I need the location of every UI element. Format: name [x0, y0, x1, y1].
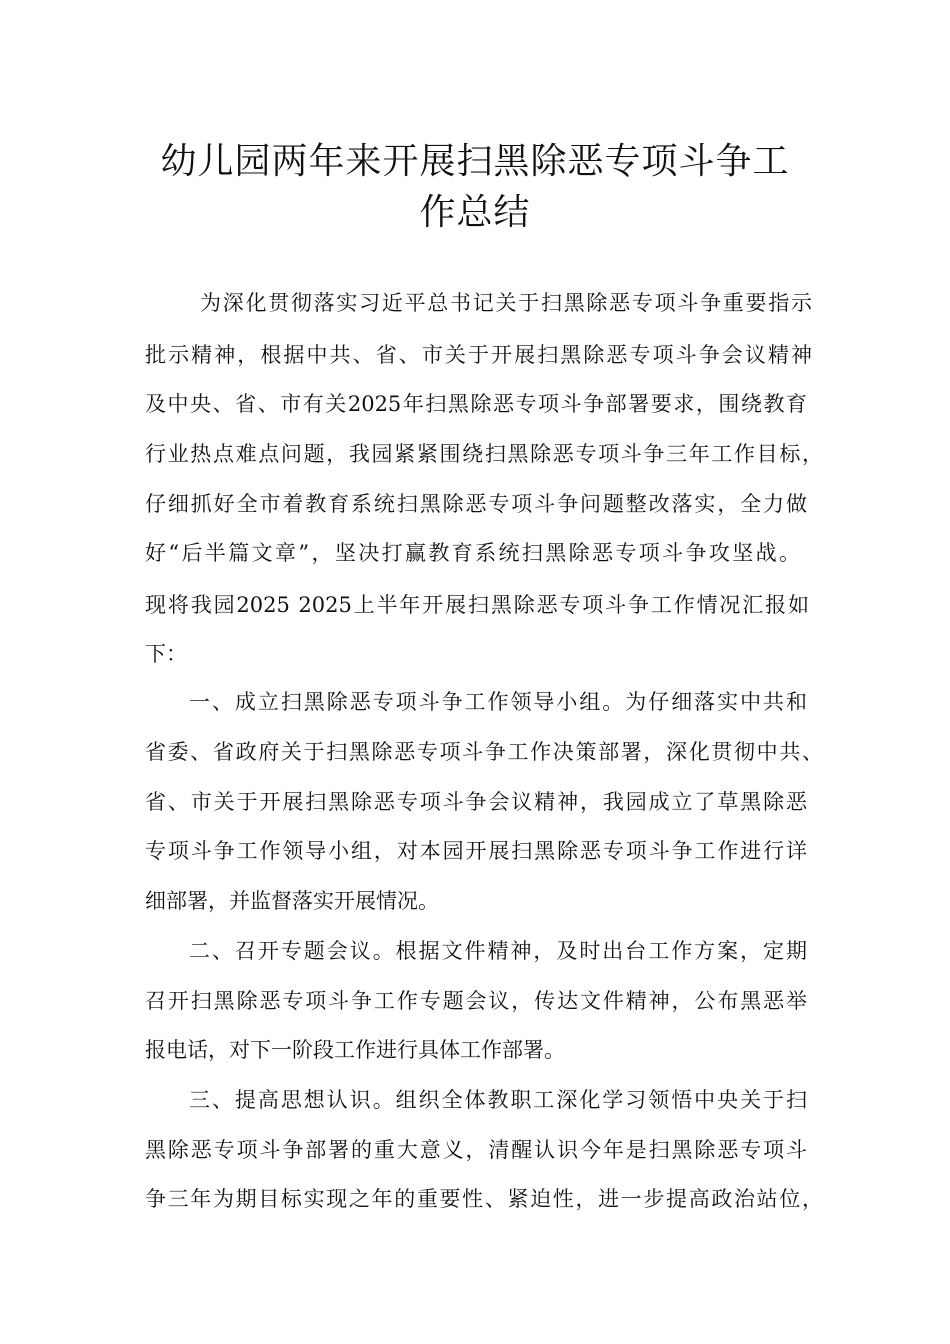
paragraph-line: 黑除恶专项斗争部署的重大意义，清醒认识今年是扫黑除恶专项斗 [145, 1138, 807, 1162]
document-title-line-2: 作总结 [419, 192, 531, 233]
document-title-line-1: 幼儿园两年来开展扫黑除恶专项斗争工 [160, 141, 790, 182]
paragraph-line: 好“后半篇文章”，坚决打赢教育系统扫黑除恶专项斗争攻坚战。 [145, 541, 800, 565]
paragraph-line: 三、提高思想认识。组织全体教职工深化学习领悟中央关于扫 [189, 1088, 807, 1112]
paragraph-line: 省、市关于开展扫黑除恶专项斗争会议精神，我园成立了草黑除恶 [145, 790, 807, 814]
paragraph-line: 及中央、省、市有关2025年扫黑除恶专项斗争部署要求，围绕教育 [145, 392, 807, 416]
paragraph-line: 现将我园2025 2025上半年开展扫黑除恶专项斗争工作情况汇报如 [145, 593, 809, 617]
paragraph-line: 批示精神，根据中共、省、市关于开展扫黑除恶专项斗争会议精神 [145, 343, 812, 367]
paragraph-line: 行业热点难点问题，我园紧紧围绕扫黑除恶专项斗争三年工作目标， [145, 442, 823, 466]
paragraph-line: 二、召开专题会议。根据文件精神，及时出台工作方案，定期 [189, 939, 807, 963]
paragraph-line: 专项斗争工作领导小组，对本园开展扫黑除恶专项斗争工作进行详 [145, 839, 807, 863]
paragraph-line: 为深化贯彻落实习近平总书记关于扫黑除恶专项斗争重要指示 [200, 291, 812, 315]
paragraph-line: 争三年为期目标实现之年的重要性、紧迫性，进一步提高政治站位， [145, 1187, 823, 1211]
paragraph-line: 下： [145, 642, 187, 666]
paragraph-line: 细部署，并监督落实开展情况。 [145, 889, 439, 913]
paragraph-line: 召开扫黑除恶专项斗争工作专题会议，传达文件精神，公布黑恶举 [145, 989, 807, 1013]
paragraph-line: 报电话，对下一阶段工作进行具体工作部署。 [145, 1038, 565, 1062]
paragraph-line: 省委、省政府关于扫黑除恶专项斗争工作决策部署，深化贯彻中共、 [145, 740, 823, 764]
paragraph-line: 一、成立扫黑除恶专项斗争工作领导小组。为仔细落实中共和 [189, 690, 807, 714]
paragraph-line: 仔细抓好全市着教育系统扫黑除恶专项斗争问题整改落实，全力做 [145, 492, 807, 516]
